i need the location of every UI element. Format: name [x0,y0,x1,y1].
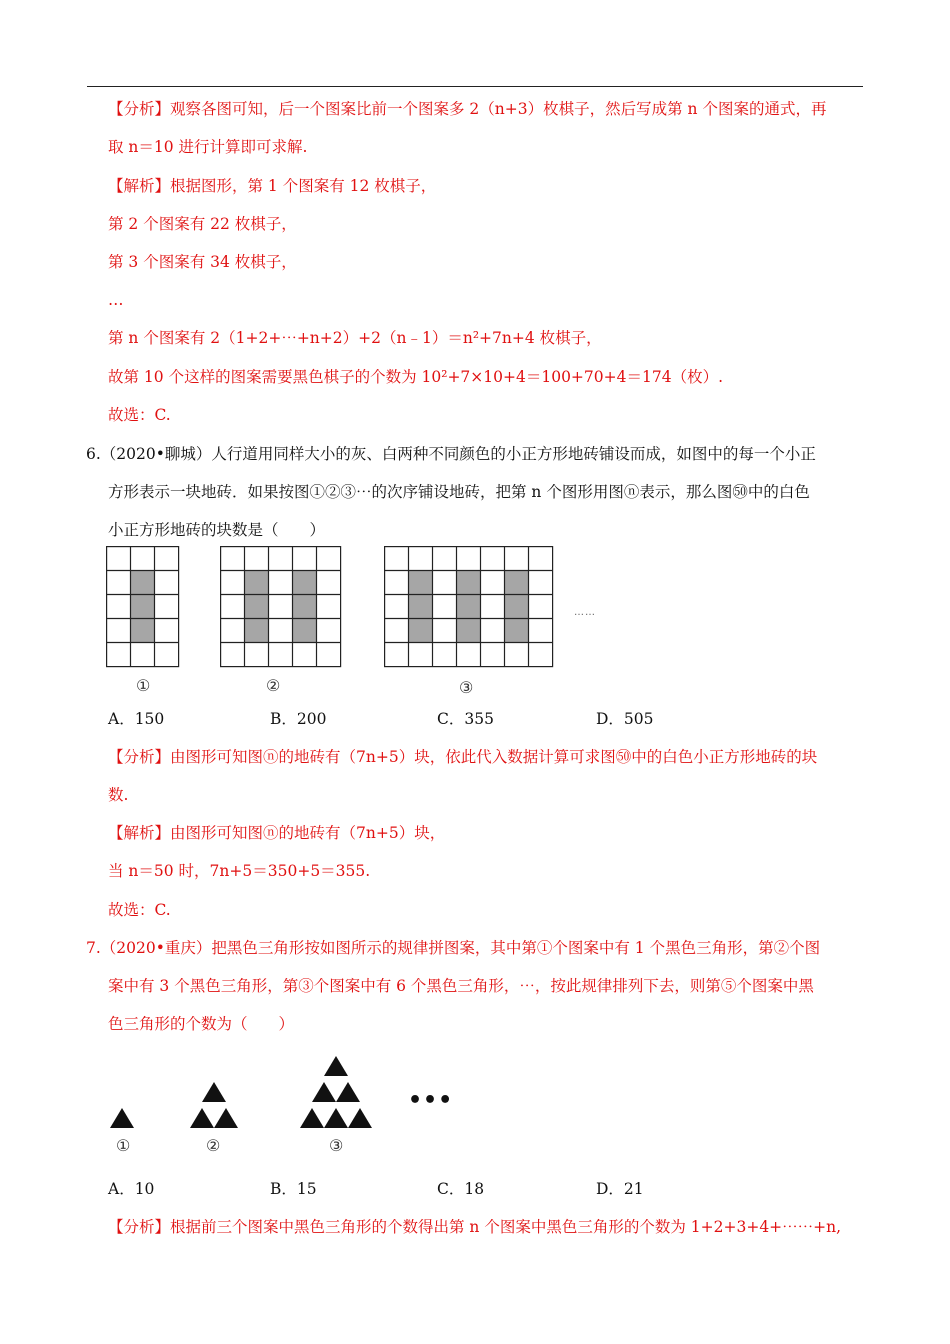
tile-continuation-dots: …… [574,607,596,618]
solution1-answer: 故选：C. [108,406,171,424]
q6-line1: 6.（2020•聊城）人行道用同样大小的灰、白两种不同颜色的小正方形地砖铺设而成，如图中的每一个小正 [86,445,816,463]
solution1-line1: 【解析】根据图形，第 1 个图案有 12 枚棋子， [108,177,437,195]
q7-line3: 色三角形的个数为（ ） [108,1015,295,1033]
triangle-fig3-t6 [348,1108,372,1128]
solution1-line4: … [108,291,124,309]
triangle-fig3-t5 [324,1108,348,1128]
solution1-line2: 第 2 个图案有 22 枚棋子， [108,215,297,233]
tile-figure-1 [106,546,180,668]
tile-label-3: ③ [459,678,474,697]
q6-solution-answer: 故选：C. [108,901,171,919]
triangle-label-2: ② [206,1136,221,1155]
triangle-label-1: ① [116,1136,131,1155]
triangle-continuation-dots: ••• [408,1088,454,1113]
q6-option-d[interactable]: D．505 [596,710,654,728]
tile-figure-3 [384,546,554,668]
solution1-line3: 第 3 个图案有 34 枚棋子， [108,253,297,271]
triangle-fig3-t3 [336,1082,360,1102]
triangle-label-3: ③ [329,1136,344,1155]
q7-option-a[interactable]: A．10 [108,1180,155,1198]
triangle-fig3-t2 [312,1082,336,1102]
q6-option-c[interactable]: C．355 [437,710,494,728]
triangle-fig2-t2 [190,1108,214,1128]
q7-line2: 案中有 3 个黑色三角形，第③个图案中有 6 个黑色三角形，⋯，按此规律排列下去，则第⑤个图案中黑 [108,977,814,995]
triangle-fig1-t1 [110,1108,134,1128]
q6-solution-line1: 【解析】由图形可知图ⓝ的地砖有（7n+5）块， [108,824,446,842]
q6-line3: 小正方形地砖的块数是（ ） [108,521,326,539]
solution1-line5: 第 n 个图案有 2（1+2+⋯+n+2）+2（n﹣1）＝n²+7n+4 枚棋子， [108,329,602,347]
tile-figure-2 [220,546,342,668]
q7-line1: 7.（2020•重庆）把黑色三角形按如图所示的规律拼图案，其中第①个图案中有 1 个黑色三角形，第②个图 [86,939,821,957]
triangle-fig3-t1 [324,1056,348,1076]
triangle-fig2-t1 [202,1082,226,1102]
q7-option-d[interactable]: D．21 [596,1180,644,1198]
q7-option-c[interactable]: C．18 [437,1180,485,1198]
q6-option-b[interactable]: B．200 [270,710,327,728]
q6-line2: 方形表示一块地砖．如果按图①②③⋯的次序铺设地砖，把第 n 个图形用图ⓝ表示，那么图㊿中的白色 [108,483,810,501]
q6-solution-line2: 当 n＝50 时，7n+5＝350+5＝355. [108,862,371,880]
solution1-line6: 故第 10 个这样的图案需要黑色棋子的个数为 10²+7×10+4＝100+70+4＝174（枚）. [108,368,724,386]
tile-label-2: ② [266,676,281,695]
q6-analysis-line2: 数. [108,786,129,804]
triangle-figures [108,1056,398,1132]
tile-label-1: ① [136,676,151,695]
q6-option-a[interactable]: A．150 [108,710,165,728]
q7-analysis-line1: 【分析】根据前三个图案中黑色三角形的个数得出第 n 个图案中黑色三角形的个数为 1+2+3+4+⋯⋯+n, [108,1218,842,1236]
analysis1-line2: 取 n＝10 进行计算即可求解. [108,138,308,156]
triangle-fig3-t4 [300,1108,324,1128]
triangle-fig2-t3 [214,1108,238,1128]
q6-analysis-line1: 【分析】由图形可知图ⓝ的地砖有（7n+5）块，依此代入数据计算可求图㊿中的白色小正方形地砖的块 [108,748,818,766]
q7-option-b[interactable]: B．15 [270,1180,317,1198]
header-rule [87,86,863,87]
analysis1-line1: 【分析】观察各图可知，后一个图案比前一个图案多 2（n+3）枚棋子，然后写成第 n 个图案的通式，再 [108,100,827,118]
